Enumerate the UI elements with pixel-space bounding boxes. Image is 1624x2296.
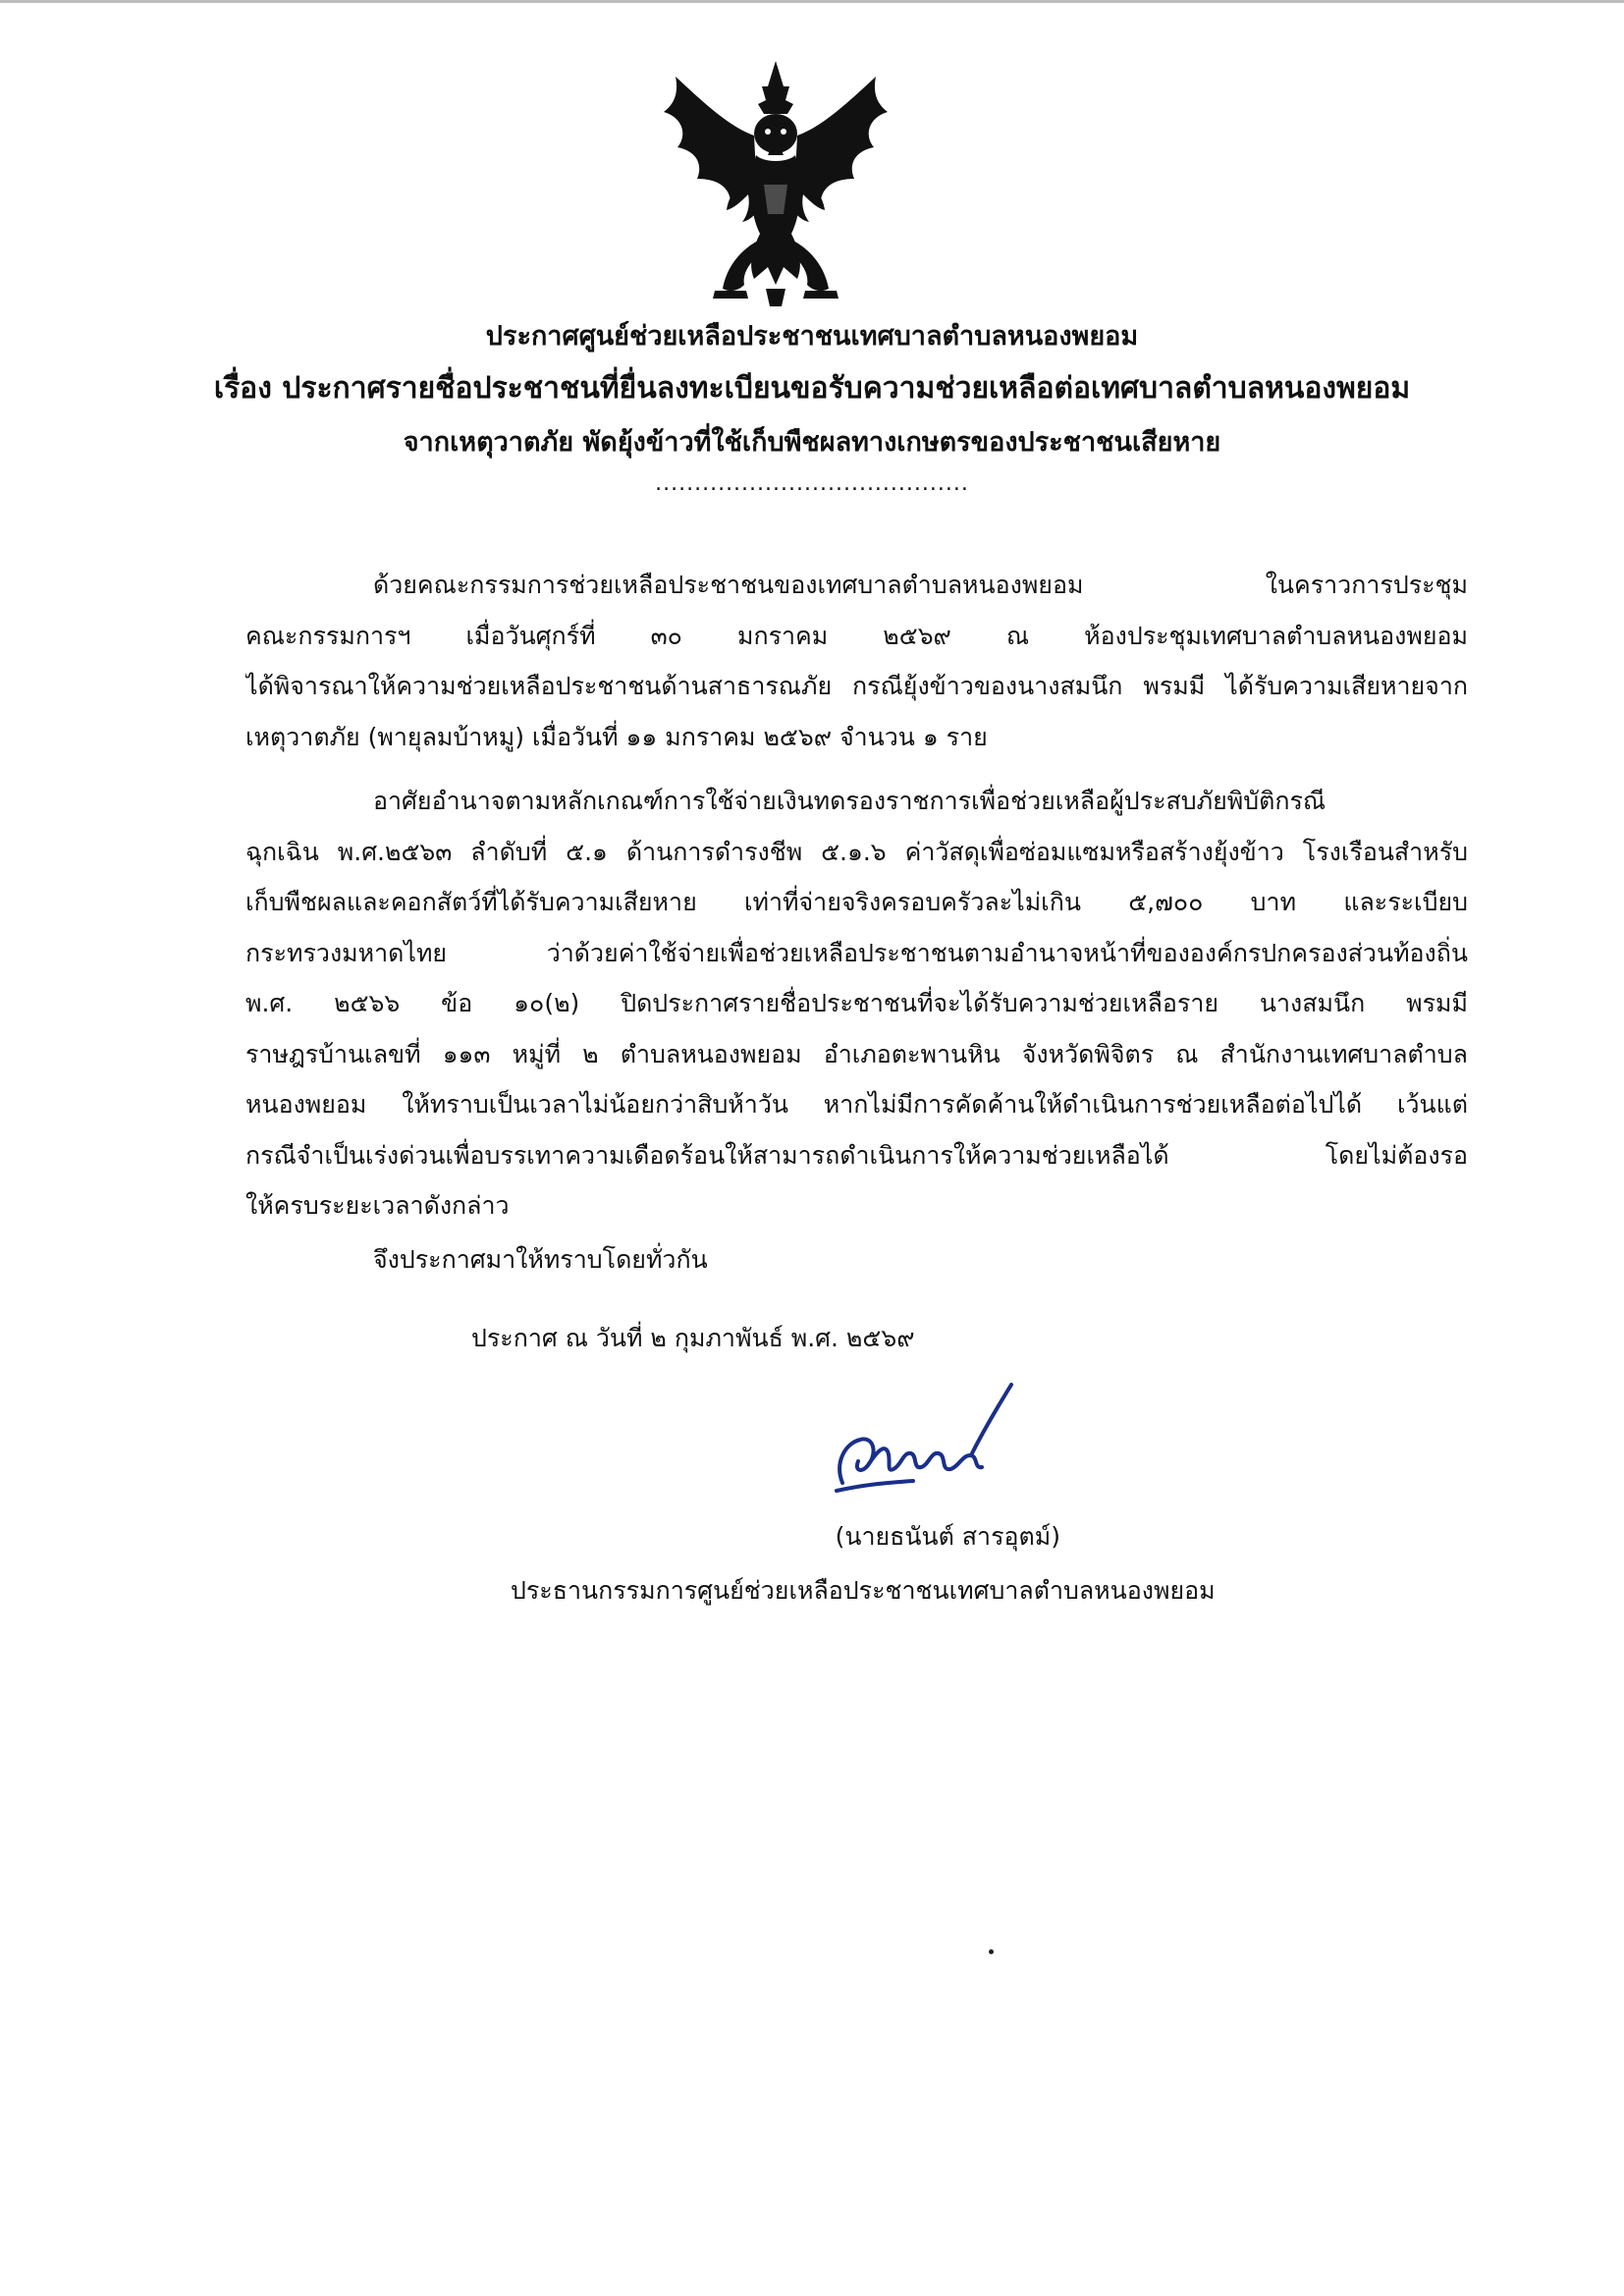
announcement-subject: เรื่อง ประกาศรายชื่อประชาชนที่ยื่นลงทะเบียนขอรับความช่วยเหลือต่อเทศบาลตำบลหนองพยอม (213, 371, 1411, 406)
signatory-title: ประธานกรรมการศูนย์ช่วยเหลือประชาชนเทศบาลตำบลหนองพยอม (511, 1576, 1216, 1605)
announcement-subject-continued: จากเหตุวาตภัย พัดยุ้งข้าวที่ใช้เก็บพืชผลทางเกษตรของประชาชนเสียหาย (403, 427, 1221, 458)
closing-statement: จึงประกาศมาให้ทราบโดยทั่วกัน (373, 1245, 708, 1274)
paragraph-line: เก็บพืชผลและคอกสัตว์ที่ได้รับความเสียหาย เท่าที่จ่ายจริงครอบครัวละไม่เกิน ๕,๗๐๐ บาท และระเบียบ (245, 888, 1468, 916)
signatory-name: (นายธนันต์ สารอุตม์) (835, 1522, 1060, 1551)
paragraph-line: คณะกรรมการฯ เมื่อวันศุกร์ที่ ๓๐ มกราคม ๒๕๖๙ ณ ห้องประชุมเทศบาลตำบลหนองพยอม (245, 621, 1468, 650)
garuda-emblem-icon (658, 57, 893, 312)
scan-edge (0, 0, 1624, 3)
handwritten-signature (825, 1375, 1021, 1503)
paragraph-line: ได้พิจารณาให้ความช่วยเหลือประชาชนด้านสาธารณภัย กรณียุ้งข้าวของนางสมนึก พรมมี ได้รับความเสียหายจาก (245, 672, 1468, 700)
paragraph-line: ฉุกเฉิน พ.ศ.๒๕๖๓ ลำดับที่ ๕.๑ ด้านการดำรงชีพ ๕.๑.๖ ค่าวัสดุเพื่อซ่อมแซมหรือสร้างยุ้งข้าว โรงเรือนสำหรับ (245, 837, 1468, 866)
paragraph-line: ราษฎรบ้านเลขที่ ๑๑๓ หมู่ที่ ๒ ตำบลหนองพยอม อำเภอตะพานหิน จังหวัดพิจิตร ณ สำนักงานเทศบาลตำบล (245, 1039, 1468, 1068)
paragraph-authority (245, 776, 1468, 1231)
paragraph-line: อาศัยอำนาจตามหลักเกณฑ์การใช้จ่ายเงินทดรองราชการเพื่อช่วยเหลือผู้ประสบภัยพิบัติกรณี (373, 787, 1326, 815)
scan-speck (989, 1949, 994, 1954)
paragraph-line: กระทรวงมหาดไทย ว่าด้วยค่าใช้จ่ายเพื่อช่วยเหลือประชาชนตามอำนาจหน้าที่ขององค์กรปกครองส่วนท้องถิ่น (245, 938, 1468, 967)
paragraph-line: ด้วยคณะกรรมการช่วยเหลือประชาชนของเทศบาลตำบลหนองพยอม ในคราวการประชุม (373, 571, 1468, 599)
paragraph-line: หนองพยอม ให้ทราบเป็นเวลาไม่น้อยกว่าสิบห้าวัน หากไม่มีการคัดค้านให้ดำเนินการช่วยเหลือต่อไปได้ เว้นแต่ (245, 1090, 1468, 1119)
announcement-date: ประกาศ ณ วันที่ ๒ กุมภาพันธ์ พ.ศ. ๒๕๖๙ (471, 1324, 915, 1352)
announcement-issuer: ประกาศศูนย์ช่วยเหลือประชาชนเทศบาลตำบลหนองพยอม (485, 321, 1139, 352)
header-separator: ........................................ (655, 471, 969, 496)
paragraph-background (245, 560, 1468, 762)
paragraph-line: กรณีจำเป็นเร่งด่วนเพื่อบรรเทาความเดือดร้อนให้สามารถดำเนินการให้ความช่วยเหลือได้ โดยไม่ต้องรอ (245, 1140, 1468, 1170)
paragraph-line: พ.ศ. ๒๕๖๖ ข้อ ๑๐(๒) ปิดประกาศรายชื่อประชาชนที่จะได้รับความช่วยเหลือราย นางสมนึก พรมมี (245, 989, 1468, 1017)
paragraph-line: เหตุวาตภัย (พายุลมบ้าหมู) เมื่อวันที่ ๑๑ มกราคม ๒๕๖๙ จำนวน ๑ ราย (245, 722, 988, 751)
paragraph-line: ให้ครบระยะเวลาดังกล่าว (245, 1191, 510, 1220)
